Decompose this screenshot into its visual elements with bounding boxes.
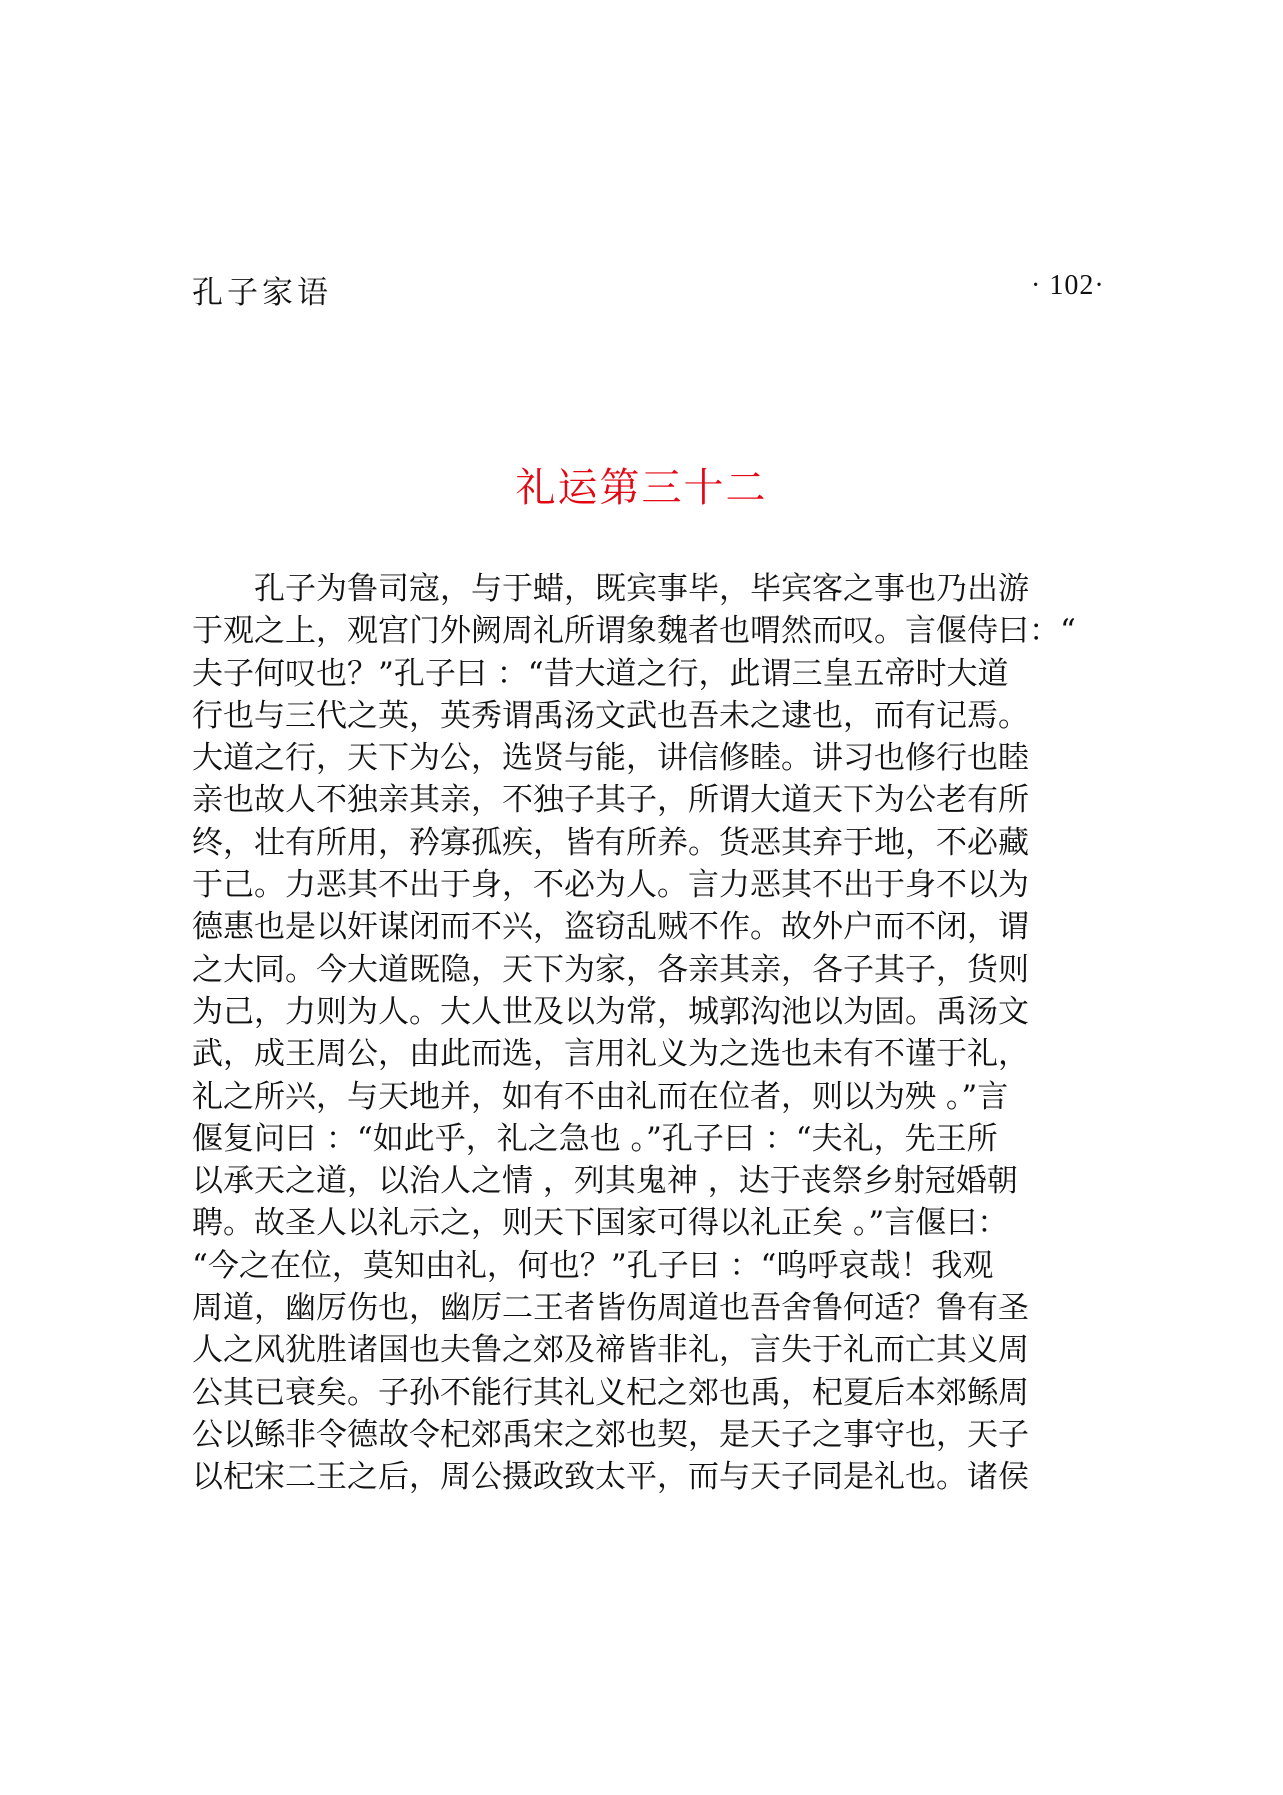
text-line: 行也与三代之英，英秀谓禹汤文武也吾未之逮也，而有记焉。 — [192, 697, 1029, 734]
running-title: 孔子家语 — [192, 275, 332, 311]
text-line: 武，成王周公，由此而选，言用礼义为之选也未有不谨于礼， — [192, 1036, 1029, 1073]
page-number: · 102· — [1031, 270, 1105, 301]
text-line: 人之风犹胜诸国也夫鲁之郊及禘皆非礼，言失于礼而亡其义周 — [192, 1332, 1029, 1369]
text-line: 终，壮有所用，矜寡孤疾，皆有所养。货恶其弃于地，不必藏 — [192, 824, 1029, 861]
text-line: 德惠也是以奸谋闭而不兴，盗窃乱贼不作。故外户而不闭，谓 — [192, 909, 1029, 946]
text-line: 为己，力则为人。大人世及以为常，城郭沟池以为固。禹汤文 — [192, 993, 1029, 1030]
body-text — [192, 568, 1112, 1499]
text-line: 以杞宋二王之后，周公摄政致太平，而与天子同是礼也。诸侯 — [192, 1459, 1029, 1496]
text-line: 于己。力恶其不出于身，不必为人。言力恶其不出于身不以为 — [192, 867, 1029, 904]
text-line: 亲也故人不独亲其亲，不独子其子，所谓大道天下为公老有所 — [192, 782, 1029, 819]
text-line: 大道之行，天下为公，选贤与能，讲信修睦。讲习也修行也睦 — [192, 740, 1029, 777]
text-line: 偃复问曰 ：“如此乎，礼之急也 。”孔子曰 ：“夫礼，先王所 — [192, 1120, 998, 1157]
text-line: 于观之上，观宫门外阙周礼所谓象魏者也喟然而叹。言偃侍曰：“ — [192, 613, 1076, 650]
chapter-title: 礼运第三十二 — [515, 465, 768, 511]
text-line: 公其已衰矣。子孙不能行其礼义杞之郊也禹，杞夏后本郊鲧周 — [192, 1374, 1029, 1411]
text-line: 公以鲧非令德故令杞郊禹宋之郊也契，是天子之事守也，天子 — [192, 1416, 1029, 1453]
text-line: 之大同。今大道既隐，天下为家，各亲其亲，各子其子，货则 — [192, 951, 1029, 988]
text-line: 以承天之道，以治人之情 ，列其鬼神 ，达于丧祭乡射冠婚朝 — [192, 1163, 1018, 1200]
text-line: 聘。故圣人以礼示之，则天下国家可得以礼正矣 。”言偃曰： — [192, 1205, 1009, 1242]
text-line: 礼之所兴，与天地并，如有不由礼而在位者，则以为殃 。”言 — [192, 1078, 1009, 1115]
text-line: “今之在位，莫知由礼，何也？”孔子曰 ：“呜呼哀哉！我观 — [192, 1247, 994, 1284]
text-line: 孔子为鲁司寇，与于蜡，既宾事毕，毕宾客之事也乃出游 — [192, 571, 1029, 607]
text-line: 夫子何叹也？”孔子曰 ：“昔大道之行，此谓三皇五帝时大道 — [192, 655, 1009, 692]
text-line: 周道，幽厉伤也，幽厉二王者皆伤周道也吾舍鲁何适？鲁有圣 — [192, 1290, 1029, 1327]
